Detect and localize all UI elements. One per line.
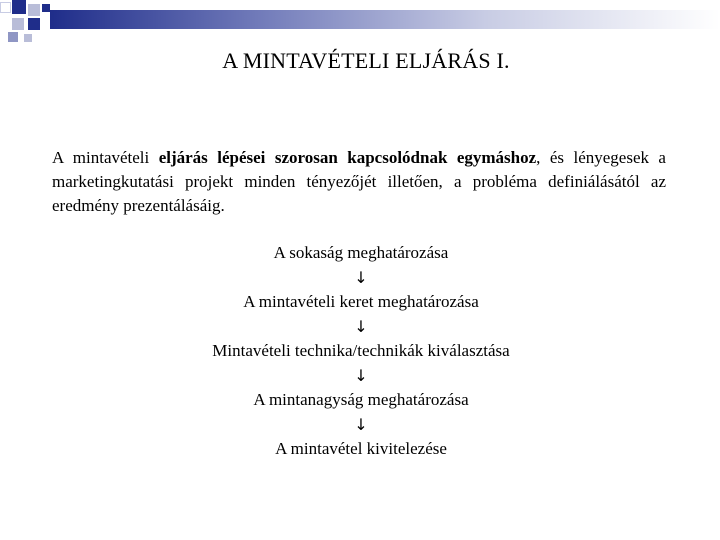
deco-square xyxy=(24,34,32,42)
intro-paragraph xyxy=(52,146,666,218)
gradient-bar xyxy=(50,10,720,29)
decorative-header xyxy=(0,0,720,48)
deco-square xyxy=(28,4,40,16)
down-arrow-icon: ↓ xyxy=(354,268,368,287)
down-arrow-icon: ↓ xyxy=(354,366,368,385)
paragraph-text: A mintavételi xyxy=(52,148,159,167)
deco-square xyxy=(0,2,11,13)
process-flow xyxy=(0,241,720,461)
paragraph-text: , és lényegesek a marketingkutatási projekt minden tényezőjét illetően, a probléma definiálásától az eredmény prezentálásáig. xyxy=(52,148,666,215)
flow-step: Mintavételi technika/technikák kiválasztása xyxy=(212,341,510,360)
flow-step: A sokaság meghatározása xyxy=(273,243,449,262)
page-title: A MINTAVÉTELI ELJÁRÁS I. xyxy=(222,48,510,73)
down-arrow-icon: ↓ xyxy=(354,415,368,434)
down-arrow-icon: ↓ xyxy=(354,317,368,336)
deco-square xyxy=(8,32,18,42)
flow-step: A mintavétel kivitelezése xyxy=(275,439,447,458)
deco-square xyxy=(42,4,50,12)
paragraph-bold-text: eljárás lépései szorosan kapcsolódnak egymáshoz xyxy=(158,148,537,167)
flow-step: A mintanagyság meghatározása xyxy=(253,390,469,409)
deco-square xyxy=(12,0,26,14)
deco-square xyxy=(12,18,24,30)
flow-step: A mintavételi keret meghatározása xyxy=(243,292,479,311)
deco-square xyxy=(28,18,40,30)
